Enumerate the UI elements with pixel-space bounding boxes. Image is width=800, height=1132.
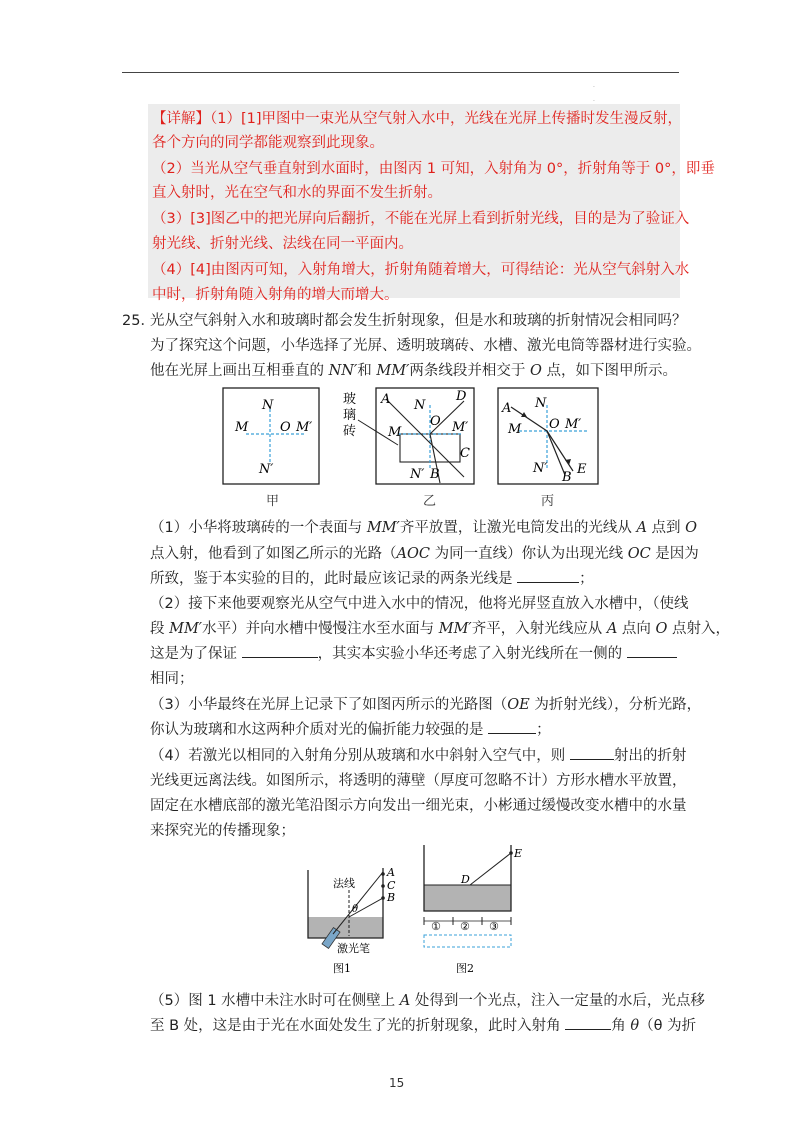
- label-a: A: [502, 401, 512, 416]
- question-text: 为了探究这个问题，小华选择了光屏、透明玻璃砖、水槽、激光电筒等器材进行实验。: [150, 338, 701, 354]
- question-text: 固定在水槽底部的激光笔沿图示方向发出一细光束，小彬通过缓慢改变水槽中的水量: [150, 798, 687, 814]
- label-laser: 激光笔: [337, 942, 370, 955]
- label-a: A: [381, 392, 391, 407]
- figure-yi: [340, 387, 480, 491]
- question-text: 相同；: [150, 671, 194, 687]
- label-e: E: [514, 847, 523, 860]
- question-text: 光线更远离法线。如图所示，将透明的薄壁（厚度可忽略不计）方形水槽水平放置，: [150, 773, 687, 789]
- label-n-prime: N′: [533, 461, 548, 476]
- label-c: C: [460, 446, 470, 461]
- label-m: M: [235, 420, 249, 435]
- label-segment-1: ①: [431, 920, 441, 933]
- question-text: 这是为了保证 ，其实本实验小华还考虑了入射光线所在一侧的: [150, 642, 677, 663]
- label-theta: θ: [352, 904, 359, 915]
- question-text: （5）图 1 水槽中未注水时可在侧壁上 A 处得到一个光点，注入一定量的水后，光点移: [150, 993, 705, 1009]
- label-o: O: [430, 414, 441, 429]
- answer-blank[interactable]: [517, 570, 579, 583]
- label-b: B: [430, 467, 440, 482]
- label-n: N: [535, 396, 547, 411]
- label-segment-3: ③: [489, 920, 499, 933]
- caption-yi: 乙: [423, 494, 437, 509]
- explanation-line: （3）[3]图乙中的把光屏向后翻折，不能在光屏上看到折射光线，目的是为了验证入: [152, 211, 690, 227]
- answer-blank[interactable]: [488, 721, 536, 734]
- label-e: E: [577, 462, 587, 477]
- caption-fig2: 图2: [456, 962, 474, 973]
- label-m-prime: M′: [452, 420, 469, 435]
- label-segment-2: ②: [460, 920, 470, 933]
- label-b: B: [387, 891, 396, 904]
- label-b: B: [562, 470, 572, 485]
- answer-blank[interactable]: [565, 1017, 611, 1030]
- label-glass-3: 砖: [343, 424, 357, 439]
- label-o: O: [549, 417, 560, 432]
- figure-2: [420, 843, 530, 977]
- label-m-prime: M′: [565, 417, 582, 432]
- caption-fig1: 图1: [333, 962, 351, 975]
- figure-bing: [497, 387, 601, 491]
- label-a: A: [387, 866, 395, 879]
- question-text: 光从空气斜射入水和玻璃时都会发生折射现象，但是水和玻璃的折射情况会相同吗？: [150, 313, 687, 329]
- label-glass-2: 璃: [343, 408, 357, 423]
- figure-1: [305, 860, 405, 984]
- question-text: 点入射，他看到了如图乙所示的光路（AOC 为同一直线）你认为出现光线 OC 是因为: [150, 546, 699, 562]
- question-text: （3）小华最终在光屏上记录下了如图丙所示的光路图（OE 为折射光线），分析光路，: [150, 697, 702, 713]
- label-d: D: [456, 389, 467, 404]
- answer-blank[interactable]: [242, 645, 318, 658]
- margin-dot: .: [593, 82, 595, 89]
- answer-blank[interactable]: [570, 747, 614, 760]
- label-m: M: [388, 425, 402, 440]
- label-m: M: [508, 422, 522, 437]
- label-c: C: [387, 879, 396, 892]
- page-number: 15: [389, 1076, 405, 1090]
- explanation-line: 【详解】（1）[1]甲图中一束光从空气射入水中，光线在光屏上传播时发生漫反射，: [152, 111, 683, 127]
- question-text: 所致，鉴于本实验的目的，此时最应该记录的两条光线是 ；: [150, 571, 594, 587]
- answer-blank[interactable]: [627, 645, 677, 658]
- label-d: D: [461, 873, 470, 886]
- question-text: 来探究光的传播现象；: [150, 823, 295, 839]
- label-n: N: [262, 398, 274, 413]
- label-m-prime: M′: [296, 420, 313, 435]
- caption-jia: 甲: [266, 494, 280, 509]
- label-n-prime: N′: [259, 462, 274, 477]
- question-number: 25．: [122, 313, 155, 329]
- explanation-line: （4）[4]由图丙可知，入射角增大，折射角随着增大，可得结论：光从空气斜射入水: [152, 262, 690, 278]
- figure-jia: [222, 387, 320, 489]
- label-n: N: [414, 398, 426, 413]
- question-text: （2）接下来他要观察光从空气中进入水中的情况，他将光屏竖直放入水槽中，（使线: [150, 596, 689, 612]
- margin-dot: .: [593, 96, 595, 103]
- label-normal: 法线: [333, 877, 355, 890]
- question-text: 他在光屏上画出互相垂直的 NN′和 MM′两条线段并相交于 O 点，如下图甲所示。: [150, 363, 677, 379]
- explanation-line: 中时，折射角随入射角的增大而增大。: [152, 287, 399, 303]
- question-text: 段 MM′水平）并向水槽中慢慢注水至水面与 MM′齐平，入射光线应从 A 点向 O 点射入，: [150, 621, 731, 637]
- explanation-line: （2）当光从空气垂直射到水面时，由图丙 1 可知，入射角为 0°，折射角等于 0°，即垂: [152, 161, 715, 177]
- label-n-prime: N′: [410, 467, 425, 482]
- question-text: （1）小华将玻璃砖的一个表面与 MM′齐平放置，让激光电筒发出的光线从 A 点到 O: [150, 520, 698, 536]
- label-o: O: [280, 420, 291, 435]
- label-glass-1: 玻: [343, 392, 357, 407]
- question-text: （4）若激光以相同的入射角分别从玻璃和水中斜射入空气中，则 射出的折射: [150, 748, 687, 764]
- caption-bing: 丙: [541, 494, 555, 509]
- explanation-line: 直入射时，光在空气和水的界面不发生折射。: [152, 185, 442, 201]
- question-text: 你认为玻璃和水这两种介质对光的偏折能力较强的是 ；: [150, 722, 551, 738]
- header-rule: [122, 72, 679, 73]
- explanation-line: 各个方向的同学都能观察到此现象。: [152, 135, 384, 151]
- explanation-line: 射光线、折射光线、法线在同一平面内。: [152, 236, 413, 252]
- question-text: 至 B 处，这是由于光在水面处发生了光的折射现象，此时入射角 角 θ（θ 为折: [150, 1018, 697, 1034]
